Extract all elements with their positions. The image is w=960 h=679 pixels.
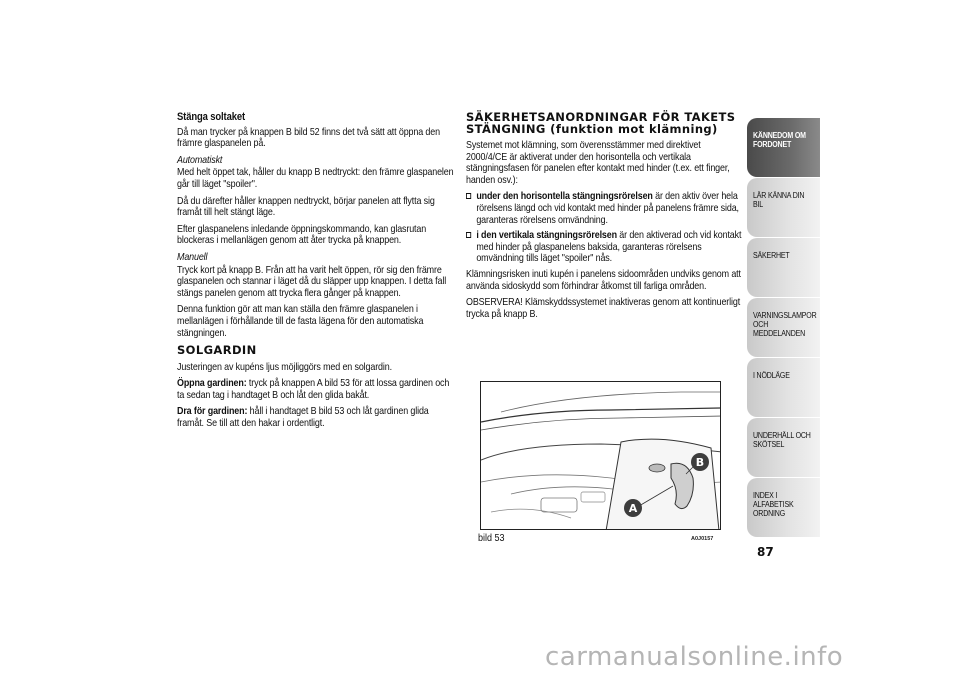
manual-label: Manuell xyxy=(177,251,208,263)
automatic-label: Automatiskt xyxy=(177,154,223,166)
open-blind-label: Öppna gardinen: xyxy=(177,378,247,390)
paragraph: Då du därefter håller knappen nedtryckt, börjar panelen att flytta sig framåt till helt stängt läge. xyxy=(177,195,435,219)
page-number: 87 xyxy=(757,545,774,559)
tab-label: VARNINGSLAMPOR OCH MEDDELANDEN xyxy=(753,311,817,338)
left-body xyxy=(177,112,457,339)
tab-underhall-och-skotsel[interactable] xyxy=(747,418,820,477)
tab-lar-kanna-din-bil[interactable] xyxy=(747,178,820,237)
label-b: B xyxy=(695,456,705,469)
label-a: A xyxy=(628,502,638,515)
bullet-vertical xyxy=(466,230,743,265)
sun-blind-illustration xyxy=(481,382,721,530)
paragraph: Klämningsrisken inuti kupén i panelens sidoområden undviks genom att använda sidoskydd som förhindrar åtkomst till farliga områden. xyxy=(466,268,741,292)
paragraph: Efter glaspanelens inledande öppningskommando, kan glasrutan blockeras i mellanlägen genom att åter trycka på knappen. xyxy=(177,223,427,247)
tab-label: UNDERHÅLL OCH SKÖTSEL xyxy=(753,431,811,449)
checkbox-bullet-icon xyxy=(466,232,471,238)
tab-label: SÄKERHET xyxy=(753,251,790,260)
figure-code: A0J0157 xyxy=(691,536,714,542)
left-body-blind xyxy=(177,362,457,430)
tab-index[interactable] xyxy=(747,478,820,537)
figure-caption: bild 53 xyxy=(478,533,505,544)
chapter-tabs xyxy=(747,118,820,538)
right-column xyxy=(466,112,741,325)
paragraph: Systemet mot klämning, som överensstämmer med direktivet 2000/4/CE är aktiverat under den horisontella och vertikala stängningsfasen för panelen efter kontakt med hinder (t.ex. ett finger, handen osv.): xyxy=(466,140,730,186)
bullet-horizontal xyxy=(466,191,743,226)
tab-kannedom-om-fordonet[interactable] xyxy=(747,118,820,177)
tab-varningslampor[interactable] xyxy=(747,298,820,357)
bullet-label: under den horisontella stängningsrörelsen xyxy=(476,191,653,203)
left-column xyxy=(177,112,455,435)
tab-label: INDEX I ALFABETISK ORDNING xyxy=(753,491,794,518)
close-blind-label: Dra för gardinen: xyxy=(177,406,248,418)
open-blind-text: tryck på knappen A bild 53 för att lossa gardinen och ta sedan tag i handtaget B och låt den glida bakåt. xyxy=(177,378,450,401)
bullet-text: är den aktiv över hela rörelsens längd och vid kontakt med hinder på panelens främre sida, garanteras rörelsens omvändning. xyxy=(476,191,739,226)
tab-sakerhet[interactable] xyxy=(747,238,820,297)
bullet-text: är den aktiverad och vid kontakt med hinder på glaspanelens baksida, garanteras rörelsens omvändning tills läget "spoiler" nås. xyxy=(476,230,742,265)
tab-i-nodlage[interactable] xyxy=(747,358,820,417)
checkbox-bullet-icon xyxy=(466,193,471,199)
paragraph: Denna funktion gör att man kan ställa den främre glaspanelen i mellanlägen i förhållande till de fasta lägena för den automatiska stängningen. xyxy=(177,304,424,339)
close-blind-paragraph xyxy=(177,406,457,429)
tab-label: I NÖDLÄGE xyxy=(753,371,790,380)
right-body xyxy=(466,140,743,320)
close-blind-text: håll i handtaget B bild 53 och låt gardinen glida framåt. Se till att den hakar i ordentligt. xyxy=(177,406,429,429)
heading-anti-pinch: SÄKERHETSANORDNINGAR FÖR TAKETS STÄNGNING (funktion mot klämning) xyxy=(466,110,736,136)
tab-label: LÄR KÄNNA DIN BIL xyxy=(753,191,805,209)
watermark: carmanualsonline.info xyxy=(545,642,844,672)
bullet-label: i den vertikala stängningsrörelsen xyxy=(476,230,617,242)
tab-label: KÄNNEDOM OM FORDONET xyxy=(753,131,806,149)
paragraph: Justeringen av kupéns ljus möjliggörs med en solgardin. xyxy=(177,361,392,373)
paragraph: OBSERVERA! Klämskyddssystemet inaktiveras genom att kontinuerligt trycka på knapp B. xyxy=(466,297,741,320)
figure-sun-blind xyxy=(480,381,721,530)
paragraph: Då man trycker på knappen B bild 52 finns det två sätt att öppna den främre glaspanelen på. xyxy=(177,126,440,150)
paragraph: Tryck kort på knapp B. Från att ha varit helt öppen, rör sig den främre glaspanelen och stannar i läget då du släpper upp knappen. I detta fall stängs panelen genom att trycka flera gånger på knappen. xyxy=(177,264,447,299)
heading-sun-blind: SOLGARDIN xyxy=(177,343,257,358)
paragraph: Med helt öppet tak, håller du knapp B nedtryckt: den främre glaspanelen går till läget "spoiler". xyxy=(177,167,454,190)
heading-close-sunroof: Stänga soltaket xyxy=(177,111,245,123)
open-blind-paragraph xyxy=(177,378,457,401)
